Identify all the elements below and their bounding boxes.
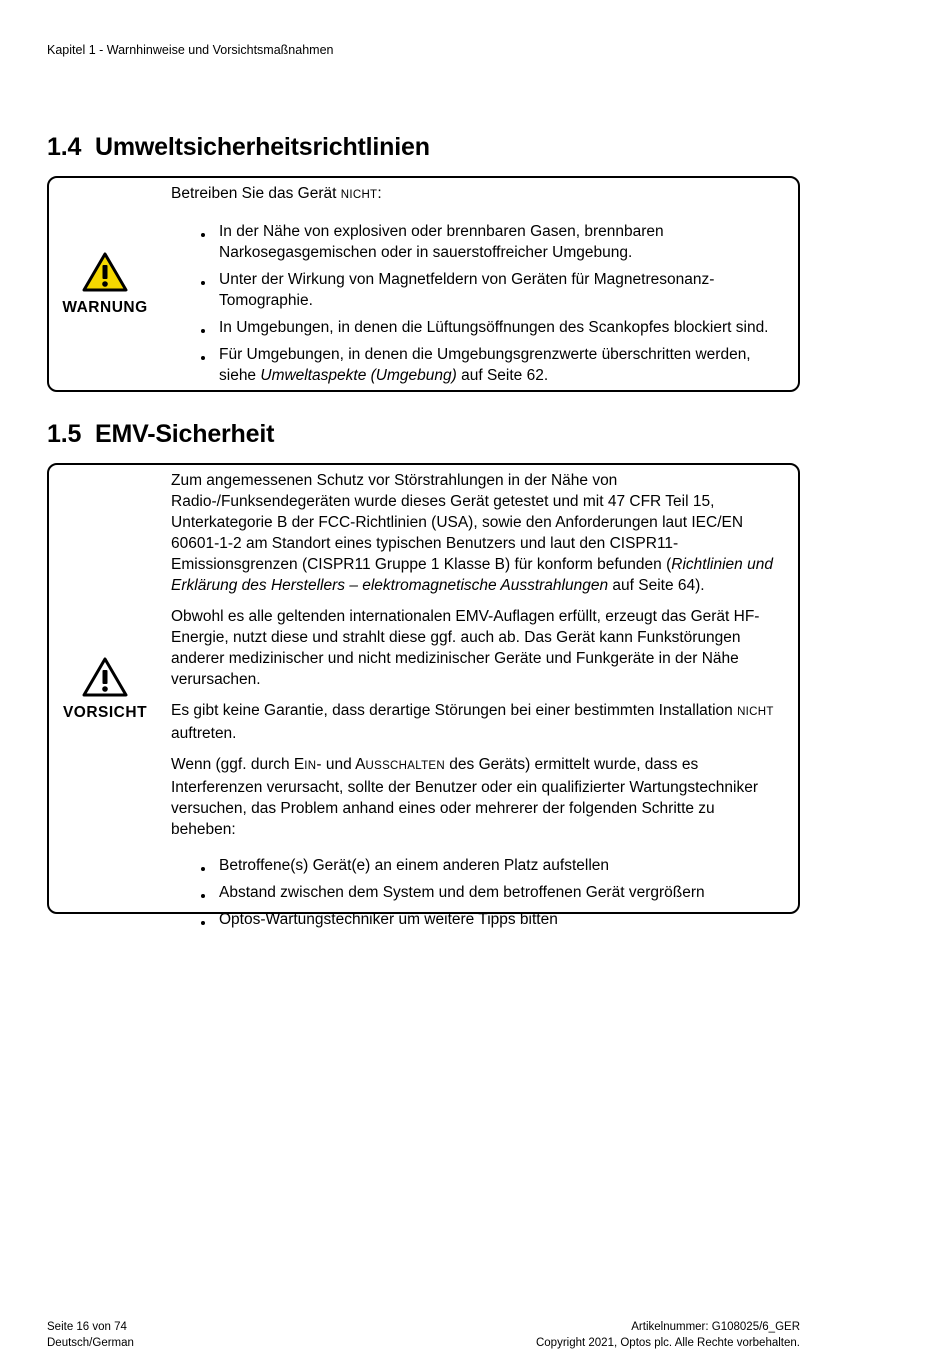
section-number: 1.4 bbox=[47, 133, 82, 161]
paragraph-text-end: des Geräts) ermittelt wurde, dass es Interferenzen verursacht, sollte der Benutzer oder ein qualifizierter Wartungstechniker versuchen, das Problem anhand eines oder mehrerer der folgenden Schritte zu beheben: bbox=[171, 756, 758, 838]
paragraph-emphasis: NICHT bbox=[737, 706, 774, 718]
paragraph-text-end: auftreten. bbox=[171, 725, 237, 742]
notice-label: WARNUNG bbox=[62, 299, 148, 316]
intro-emphasis: NICHT bbox=[340, 189, 378, 201]
notice-intro bbox=[171, 183, 782, 206]
footer-language: Deutsch/German bbox=[47, 1336, 134, 1349]
section-number: 1.5 bbox=[47, 420, 82, 448]
page-number: Seite 16 von 74 bbox=[47, 1321, 127, 1333]
paragraph bbox=[171, 470, 782, 596]
warning-notice-box bbox=[47, 176, 800, 392]
cross-reference-link[interactable]: Richtlinien und Erklärung des Herstellers – elektromagnetische Ausstrahlungen bbox=[171, 556, 773, 594]
list-item bbox=[219, 344, 782, 386]
list-item: Betroffene(s) Gerät(e) an einem anderen Platz aufstellen bbox=[219, 855, 782, 876]
section-heading-1-5 bbox=[47, 420, 274, 449]
section-heading-1-4 bbox=[47, 133, 430, 162]
intro-text: Betreiben Sie das Gerät bbox=[171, 185, 341, 202]
paragraph-text: - und A bbox=[316, 756, 366, 773]
list-item: In Umgebungen, in denen die Lüftungsöffnungen des Scankopfes blockiert sind. bbox=[219, 317, 782, 338]
warning-triangle-icon bbox=[81, 251, 129, 293]
paragraph: Obwohl es alle geltenden internationalen EMV-Auflagen erfüllt, erzeugt das Gerät HF-Energie, nutzt diese und strahlt diese ggf. auch ab. Das Gerät kann Funkstörungen anderer medizinischer und nicht medizinischer Geräte und Funkgeräte in der Nähe verursachen. bbox=[171, 608, 760, 688]
cross-reference-link[interactable]: Umweltaspekte (Umgebung) bbox=[260, 367, 457, 384]
list-item: Unter der Wirkung von Magnetfeldern von Geräten für Magnetresonanz-Tomographie. bbox=[219, 269, 782, 311]
list-item: In der Nähe von explosiven oder brennbaren Gasen, brennbaren Narkosegasgemischen oder in sauerstoffreicher Umgebung. bbox=[219, 221, 782, 263]
copyright-notice: Copyright 2021, Optos plc. Alle Rechte vorbehalten. bbox=[535, 1336, 800, 1349]
warning-list bbox=[171, 221, 782, 386]
paragraph-text: Es gibt keine Garantie, dass derartige Störungen bei einer bestimmten Installation bbox=[171, 702, 738, 719]
item-text-end: auf Seite 62. bbox=[456, 367, 549, 384]
section-title: EMV-Sicherheit bbox=[95, 420, 275, 448]
notice-label: VORSICHT bbox=[62, 703, 148, 721]
caution-notice-box bbox=[47, 463, 800, 928]
article-number: Artikelnummer: G108025/6_GER bbox=[631, 1321, 800, 1333]
running-header: Kapitel 1 - Warnhinweise und Vorsichtsmaßnahmen bbox=[47, 43, 334, 57]
paragraph-text-end: auf Seite 64). bbox=[608, 577, 705, 594]
notice-body bbox=[171, 465, 798, 938]
list-item: Optos-Wartungstechniker um weitere Tipps bitten bbox=[219, 909, 782, 930]
paragraph-text: Zum angemessenen Schutz vor Störstrahlungen in der Nähe von Radio-/Funksendegeräten wurde dieses Gerät getestet und mit 47 CFR Teil 15, Unterkategorie B der FCC-Richtlinien (USA), sowie den Anforderungen laut IEC/EN 60601-1-2 am Standort eines typischen Benutzers und laut den CISPR11-Emissionsgrenzen (CISPR11 Gruppe 1 Klasse B) für konform befunden ( bbox=[171, 472, 744, 573]
section-title: Umweltsicherheitsrichtlinien bbox=[95, 133, 430, 161]
remedy-list bbox=[171, 855, 782, 930]
item-text: Für Umgebungen, in denen die Umgebungsgrenzwerte überschritten werden, siehe bbox=[219, 346, 751, 384]
paragraph-emphasis: IN bbox=[304, 760, 317, 772]
notice-side-panel bbox=[49, 178, 161, 390]
list-item: Abstand zwischen dem System und dem betroffenen Gerät vergrößern bbox=[219, 882, 782, 903]
paragraph-emphasis: USSCHALTEN bbox=[365, 760, 445, 772]
paragraph-text: Wenn (ggf. durch E bbox=[171, 756, 305, 773]
caution-triangle-icon bbox=[81, 656, 129, 698]
footer-left bbox=[47, 1320, 134, 1351]
paragraph bbox=[171, 754, 782, 840]
intro-colon: : bbox=[377, 185, 382, 202]
footer-right bbox=[536, 1320, 800, 1351]
notice-body bbox=[171, 178, 798, 394]
notice-side-panel bbox=[49, 465, 161, 912]
paragraph bbox=[171, 700, 782, 744]
